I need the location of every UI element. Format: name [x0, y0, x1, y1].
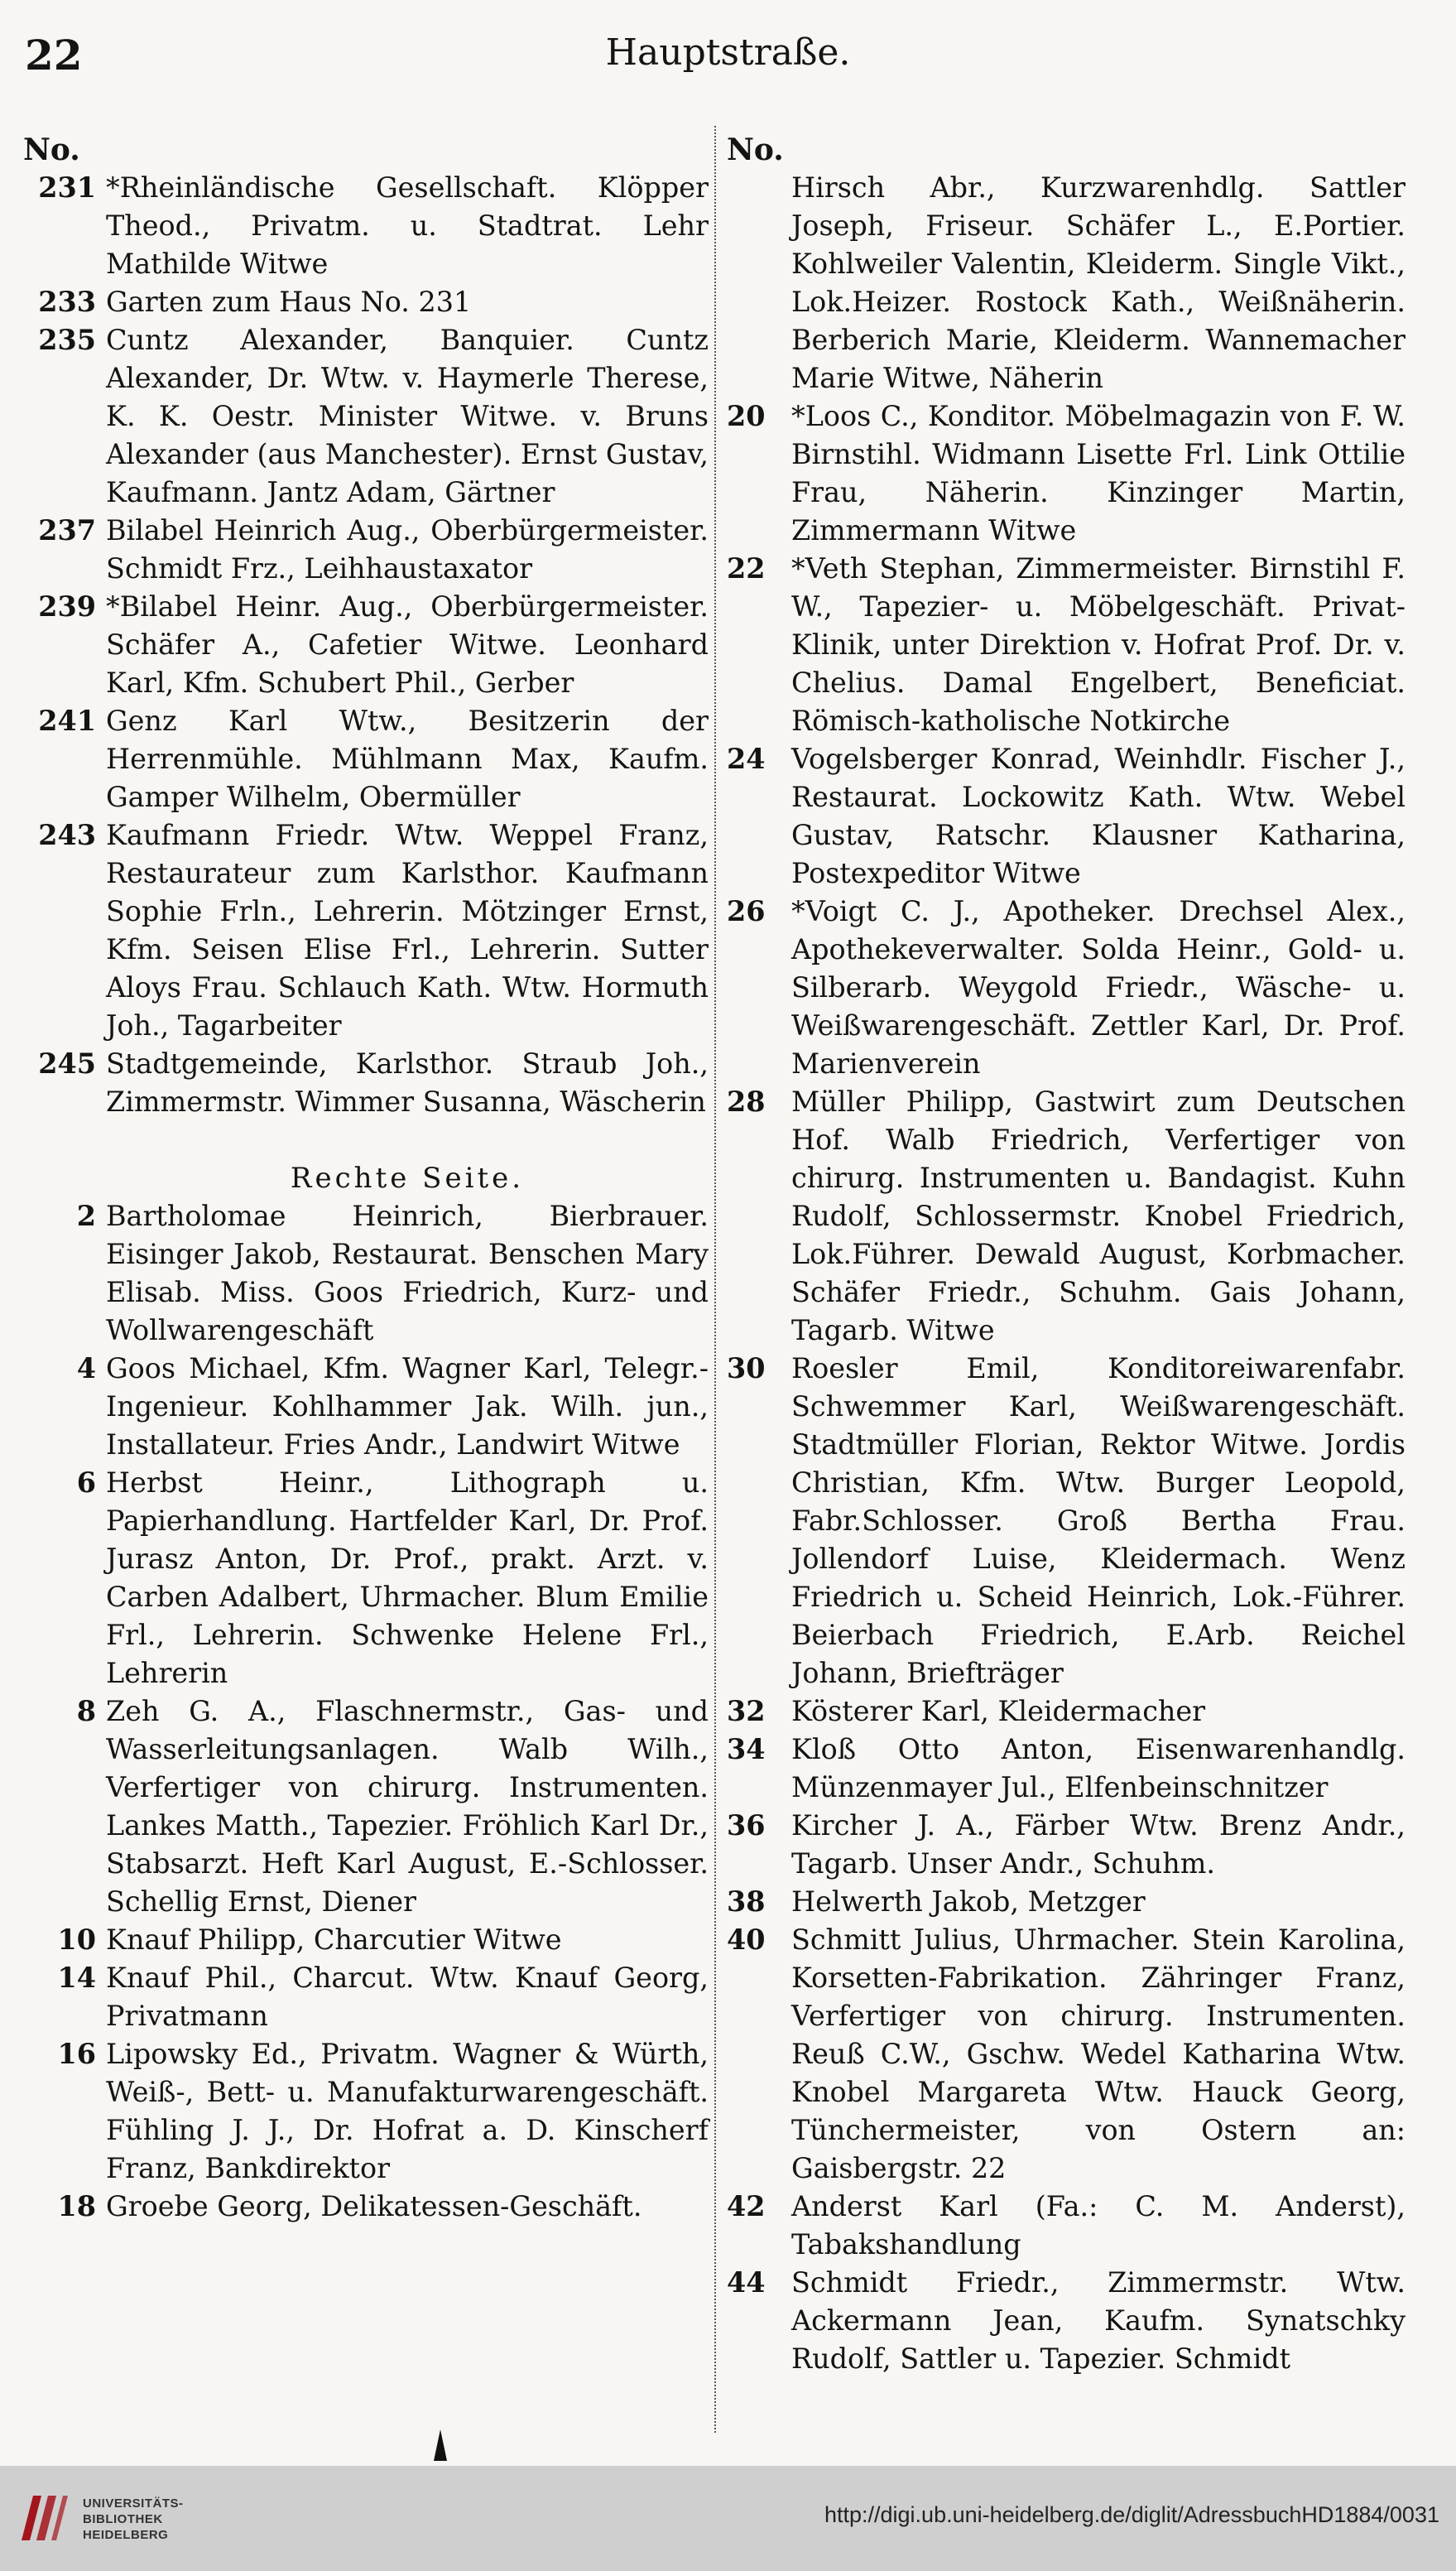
column-divider — [714, 126, 716, 2433]
resident-list: *Bilabel Heinr. Aug., Oberbürgermeister. Schäfer A., Cafetier Witwe. Leonhard Karl, Kfm. Schubert Phil., Gerber — [106, 590, 709, 699]
ub-heidelberg-logo-icon — [17, 2489, 71, 2547]
directory-entry — [727, 1883, 1406, 1921]
resident-list: Roesler Emil, Konditoreiwarenfabr. Schwemmer Karl, Weißwarengeschäft. Stadtmüller Florian, Rektor Witwe. Jordis Christian, Kfm. Wtw. Burger Leopold, Fabr.Schlosser. Groß Bertha Frau. Jollendorf Luise, Kleidermach. Wenz Friedrich u. Scheid Heinrich, Lok.-Führer. Beierbach Friedrich, E.Arb. Reichel Johann, Briefträger — [791, 1352, 1406, 1689]
directory-entry — [23, 1921, 709, 1959]
house-number: 40 — [727, 1923, 766, 1956]
resident-list: *Loos C., Konditor. Möbelmagazin von F. W. Birnstihl. Widmann Lisette Frl. Link Ottilie Frau, Näherin. Kinzinger Martin, Zimmermann Witwe — [791, 400, 1406, 546]
directory-entry — [727, 550, 1406, 740]
resident-list: *Voigt C. J., Apotheker. Drechsel Alex., Apothekeverwalter. Solda Heinr., Gold- u. Silberarb. Weygold Friedr., Wäsche- u. Weißwarengeschäft. Zettler Karl, Dr. Prof. Marienverein — [791, 895, 1406, 1080]
house-number: 24 — [727, 743, 766, 775]
resident-list: Knauf Phil., Charcut. Wtw. Knauf Georg, Privatmann — [106, 1962, 709, 2032]
house-number: 44 — [727, 2266, 766, 2299]
house-number: 235 — [38, 324, 96, 356]
house-number: 26 — [727, 895, 766, 927]
ink-mark-icon — [422, 2428, 459, 2464]
directory-entry — [727, 1807, 1406, 1883]
directory-entry — [23, 1464, 709, 1692]
resident-list: Goos Michael, Kfm. Wagner Karl, Telegr.-Ingenieur. Kohlhammer Jak. Wilh. jun., Installateur. Fries Andr., Landwirt Witwe — [106, 1352, 709, 1461]
house-number: 38 — [727, 1885, 766, 1918]
house-number: 241 — [38, 705, 96, 737]
resident-list: Anderst Karl (Fa.: C. M. Anderst), Tabakshandlung — [791, 2190, 1406, 2260]
resident-list: Kloß Otto Anton, Eisenwarenhandlg. Münzenmayer Jul., Elfenbeinschnitzer — [791, 1733, 1406, 1803]
resident-list: Hirsch Abr., Kurzwarenhdlg. Sattler Joseph, Friseur. Schäfer L., E.Portier. Kohlweiler Valentin, Kleiderm. Single Vikt., Lok.Heizer. Rostock Kath., Weißnäherin. Berberich Marie, Kleiderm. Wannemacher Marie Witwe, Näherin — [791, 171, 1406, 394]
directory-entry — [23, 1959, 709, 2035]
directory-entry — [727, 1921, 1406, 2188]
house-number: 245 — [38, 1047, 96, 1080]
directory-entry — [23, 321, 709, 512]
right-column — [727, 131, 1406, 2378]
right-entries — [727, 169, 1406, 2378]
resident-list: Zeh G. A., Flaschnermstr., Gas- und Wasserleitungsanlagen. Walb Wilh., Verfertiger von chirurg. Instrumenten. Lankes Matth., Tapezier. Fröhlich Karl Dr., Stabsarzt. Heft Karl August, E.-Schlosser. Schellig Ernst, Diener — [106, 1695, 709, 1918]
directory-entry — [23, 1197, 709, 1350]
directory-entry — [727, 397, 1406, 550]
resident-list: Groebe Georg, Delikatessen-Geschäft. — [106, 2190, 642, 2222]
left-column-no-label: No. — [23, 132, 80, 167]
resident-list: Cuntz Alexander, Banquier. Cuntz Alexander, Dr. Wtw. v. Haymerle Therese, K. K. Oestr. Minister Witwe. v. Bruns Alexander (aus Manchester). Ernst Gustav, Kaufmann. Jantz Adam, Gärtner — [106, 324, 709, 508]
resident-list: Kösterer Karl, Kleidermacher — [791, 1695, 1206, 1727]
house-number: 16 — [57, 2038, 96, 2070]
house-number: 18 — [57, 2190, 96, 2222]
house-number: 231 — [38, 171, 96, 204]
directory-entry — [23, 702, 709, 816]
logo-line-2: BIBLIOTHEK — [83, 2512, 163, 2526]
directory-entry — [23, 1045, 709, 1121]
directory-entry — [23, 2035, 709, 2188]
directory-entry — [727, 169, 1406, 397]
resident-list: *Rheinländische Gesellschaft. Klöpper Theod., Privatm. u. Stadtrat. Lehr Mathilde Witwe — [106, 171, 709, 280]
resident-list: Bilabel Heinrich Aug., Oberbürgermeister. Schmidt Frz., Leihhaustaxator — [106, 514, 709, 585]
house-number: 10 — [57, 1923, 96, 1956]
house-number: 243 — [38, 819, 96, 851]
resident-list: Knauf Philipp, Charcutier Witwe — [106, 1923, 562, 1956]
house-number — [727, 169, 791, 397]
resident-list: Herbst Heinr., Lithograph u. Papierhandlung. Hartfelder Karl, Dr. Prof. Jurasz Anton, Dr. Prof., prakt. Arzt. v. Carben Adalbert, Uhrmacher. Blum Emilie Frl., Lehrerin. Schwenke Helene Frl., Lehrerin — [106, 1466, 709, 1689]
resident-list: Stadtgemeinde, Karlsthor. Straub Joh., Zimmermstr. Wimmer Susanna, Wäscherin — [106, 1047, 709, 1118]
house-number: 239 — [38, 590, 96, 623]
directory-entry — [727, 1692, 1406, 1731]
page-number: 22 — [25, 31, 83, 79]
house-number: 36 — [727, 1809, 766, 1842]
resident-list: Schmidt Friedr., Zimmermstr. Wtw. Ackermann Jean, Kaufm. Synatschky Rudolf, Sattler u. Tapezier. Schmidt — [791, 2266, 1406, 2375]
house-number: 14 — [57, 1962, 96, 1994]
directory-entry — [23, 816, 709, 1045]
left-entries-right-side — [23, 1197, 709, 2226]
house-number: 42 — [727, 2190, 766, 2222]
house-number: 8 — [76, 1695, 96, 1727]
house-number: 2 — [76, 1200, 96, 1232]
resident-list: Helwerth Jakob, Metzger — [791, 1885, 1146, 1918]
directory-entry — [727, 2188, 1406, 2264]
house-number: 6 — [76, 1466, 96, 1499]
house-number: 237 — [38, 514, 96, 546]
house-number: 34 — [727, 1733, 766, 1765]
directory-entry — [23, 1692, 709, 1921]
directory-entry — [23, 169, 709, 283]
footer-bar — [0, 2466, 1456, 2571]
directory-entry — [23, 588, 709, 702]
resident-list: Garten zum Haus No. 231 — [106, 286, 472, 318]
resident-list: Bartholomae Heinrich, Bierbrauer. Eisinger Jakob, Restaurat. Benschen Mary Elisab. Miss. Goos Friedrich, Kurz- und Wollwarengeschäft — [106, 1200, 709, 1346]
source-url-link[interactable]: http://digi.ub.uni-heidelberg.de/diglit/AdressbuchHD1884/0031 — [824, 2502, 1439, 2527]
section-heading: Rechte Seite. — [290, 1162, 525, 1195]
resident-list: Schmitt Julius, Uhrmacher. Stein Karolina, Korsetten-Fabrikation. Zähringer Franz, Verfertiger von chirurg. Instrumenten. Reuß C.W., Gschw. Wedel Katharina Wtw. Knobel Margareta Wtw. Hauck Georg, Tünchermeister, von Ostern an: Gaisbergstr. 22 — [791, 1923, 1406, 2184]
resident-list: *Veth Stephan, Zimmermeister. Birnstihl F. W., Tapezier- u. Möbelgeschäft. Privat-Klinik, unter Direktion v. Hofrat Prof. Dr. v. Chelius. Damal Engelbert, Beneficiat. Römisch-katholische Notkirche — [791, 552, 1406, 737]
directory-entry — [727, 740, 1406, 893]
running-head: Hauptstraße. — [605, 31, 851, 74]
right-column-no-label: No. — [727, 132, 784, 167]
library-logo-text — [83, 2496, 184, 2543]
resident-list: Kaufmann Friedr. Wtw. Weppel Franz, Restaurateur zum Karlsthor. Kaufmann Sophie Frln., Lehrerin. Mötzinger Ernst, Kfm. Seisen Elise Frl., Lehrerin. Sutter Aloys Frau. Schlauch Kath. Wtw. Hormuth Joh., Tagarbeiter — [106, 819, 709, 1042]
directory-entry — [727, 1731, 1406, 1807]
left-entries — [23, 169, 709, 1121]
logo-line-1: UNIVERSITÄTS- — [83, 2496, 184, 2511]
resident-list: Kircher J. A., Färber Wtw. Brenz Andr., Tagarb. Unser Andr., Schuhm. — [791, 1809, 1406, 1880]
resident-list: Vogelsberger Konrad, Weinhdlr. Fischer J., Restaurat. Lockowitz Kath. Wtw. Webel Gustav, Ratschr. Klausner Katharina, Postexpeditor Witwe — [791, 743, 1406, 889]
house-number: 30 — [727, 1352, 766, 1384]
directory-entry — [23, 1350, 709, 1464]
directory-entry — [23, 283, 709, 321]
resident-list: Lipowsky Ed., Privatm. Wagner & Würth, Weiß-, Bett- u. Manufakturwarengeschäft. Fühling J. J., Dr. Hofrat a. D. Kinscherf Franz, Bankdirektor — [106, 2038, 709, 2184]
house-number: 20 — [727, 400, 766, 432]
directory-entry — [23, 2188, 709, 2226]
directory-entry — [727, 1350, 1406, 1692]
left-column — [23, 131, 709, 2226]
directory-entry — [727, 893, 1406, 1083]
house-number: 28 — [727, 1086, 766, 1118]
resident-list: Genz Karl Wtw., Besitzerin der Herrenmühle. Mühlmann Max, Kaufm. Gamper Wilhelm, Obermüller — [106, 705, 709, 813]
house-number: 22 — [727, 552, 766, 585]
directory-entry — [23, 512, 709, 588]
logo-line-3: HEIDELBERG — [83, 2528, 169, 2542]
resident-list: Müller Philipp, Gastwirt zum Deutschen Hof. Walb Friedrich, Verfertiger von chirurg. Instrumenten u. Bandagist. Kuhn Rudolf, Schlossermstr. Knobel Friedrich, Lok.Führer. Dewald August, Korbmacher. Schäfer Friedr., Schuhm. Gais Johann, Tagarb. Witwe — [791, 1086, 1406, 1346]
directory-entry — [727, 2264, 1406, 2378]
directory-entry — [727, 1083, 1406, 1350]
house-number: 4 — [76, 1352, 96, 1384]
house-number: 233 — [38, 286, 96, 318]
house-number: 32 — [727, 1695, 766, 1727]
